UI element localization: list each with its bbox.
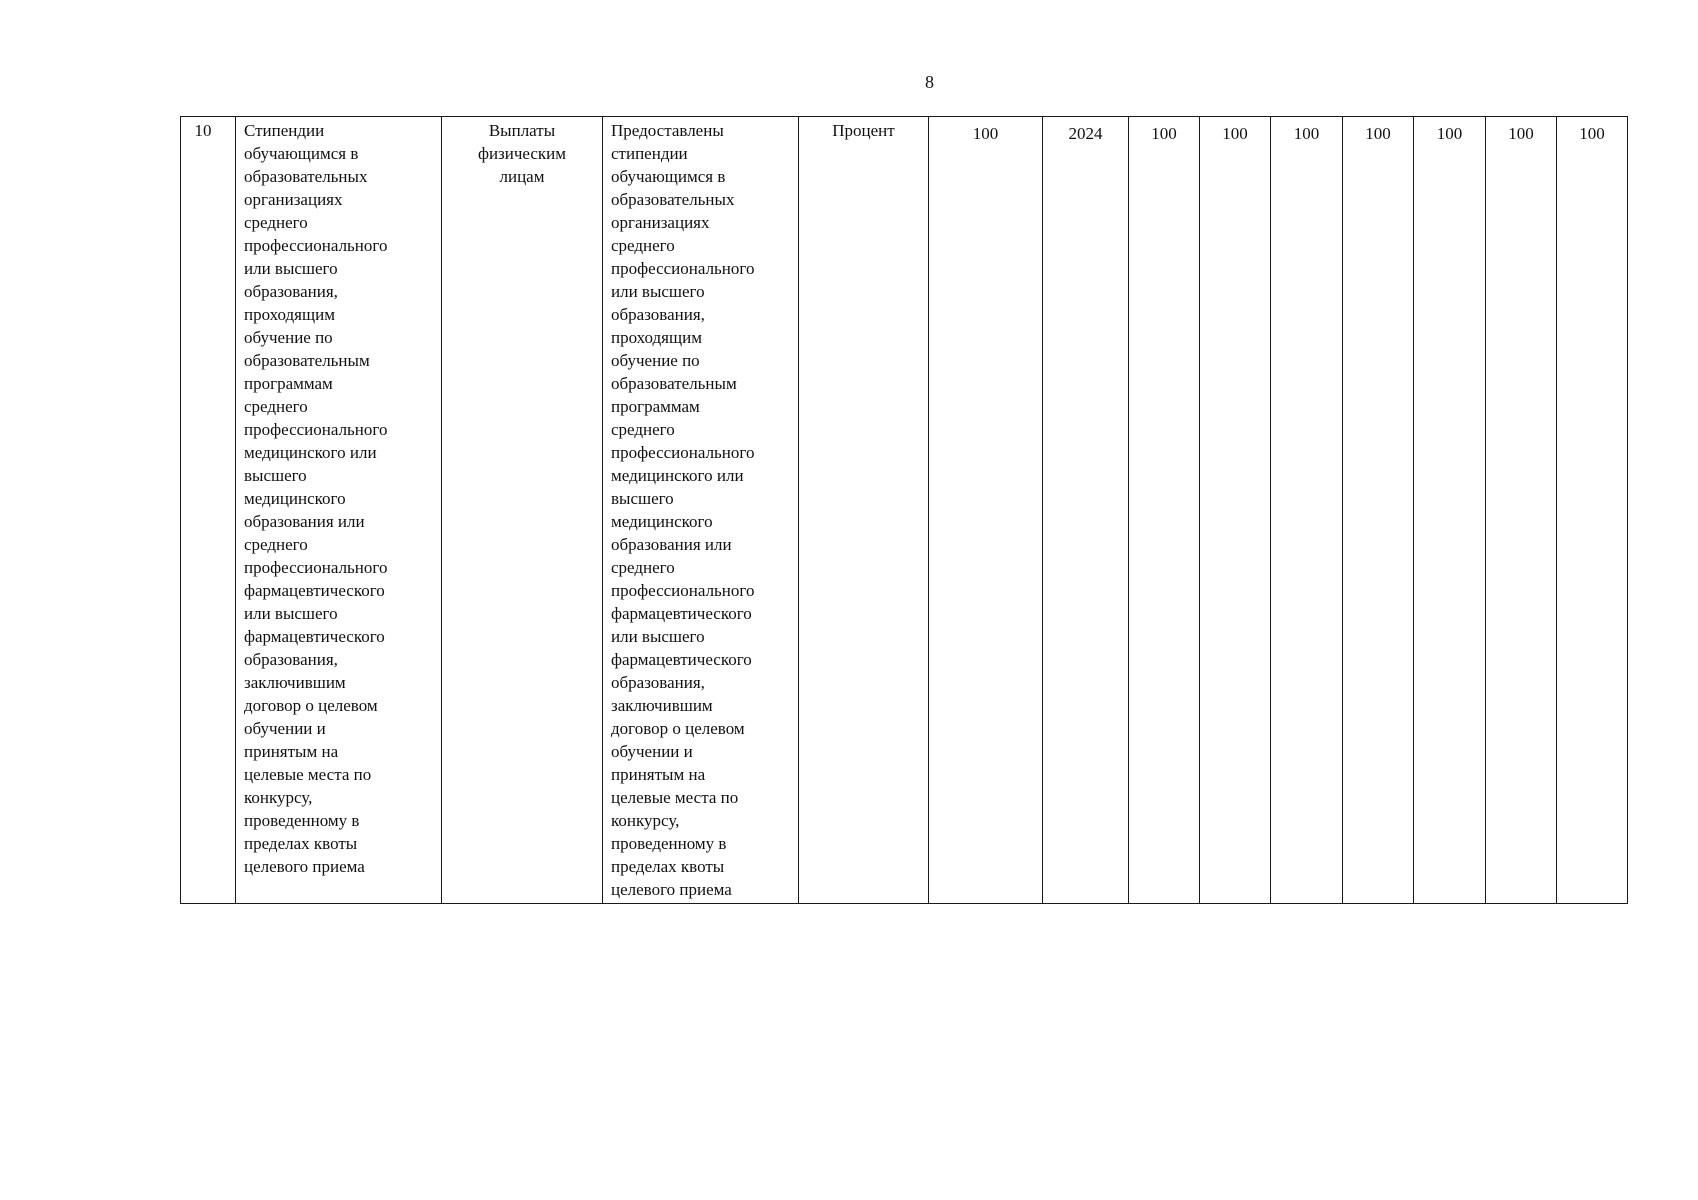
value-cell-7: 100 [1557, 117, 1628, 904]
indicators-table [180, 116, 1628, 904]
value-cell-5: 100 [1414, 117, 1486, 904]
page-number: 8 [925, 72, 934, 92]
value-cell-4: 100 [1343, 117, 1414, 904]
unit-cell: Процент [799, 117, 929, 904]
payment-type-cell: Выплаты физическим лицам [442, 117, 603, 904]
table-row [181, 117, 1628, 904]
result-description-cell: Предоставлены стипендии обучающимся в образовательных организациях среднего профессионального или высшего образования, проходящим обучение по образовательным программам среднего профессионального медицинского или высшего медицинского образования или среднего профессионального фармацевтического или высшего фармацевтического образования, заключившим договор о целевом обучении и принятым на целевые места по конкурсу, проведенному в пределах квоты целевого приема [603, 117, 799, 904]
value-cell-3: 100 [1271, 117, 1343, 904]
value-cell-1: 100 [1129, 117, 1200, 904]
base-year-cell: 2024 [1043, 117, 1129, 904]
row-index-cell: 10 [181, 117, 236, 904]
value-cell-2: 100 [1200, 117, 1271, 904]
measure-name-cell: Стипендии обучающимся в образовательных организациях среднего профессионального или высшего образования, проходящим обучение по образовательным программам среднего профессионального медицинского или высшего медицинского образования или среднего профессионального фармацевтического или высшего фармацевтического образования, заключившим договор о целевом обучении и принятым на целевые места по конкурсу, проведенному в пределах квоты целевого приема [236, 117, 442, 904]
value-cell-6: 100 [1486, 117, 1557, 904]
base-value-cell: 100 [929, 117, 1043, 904]
